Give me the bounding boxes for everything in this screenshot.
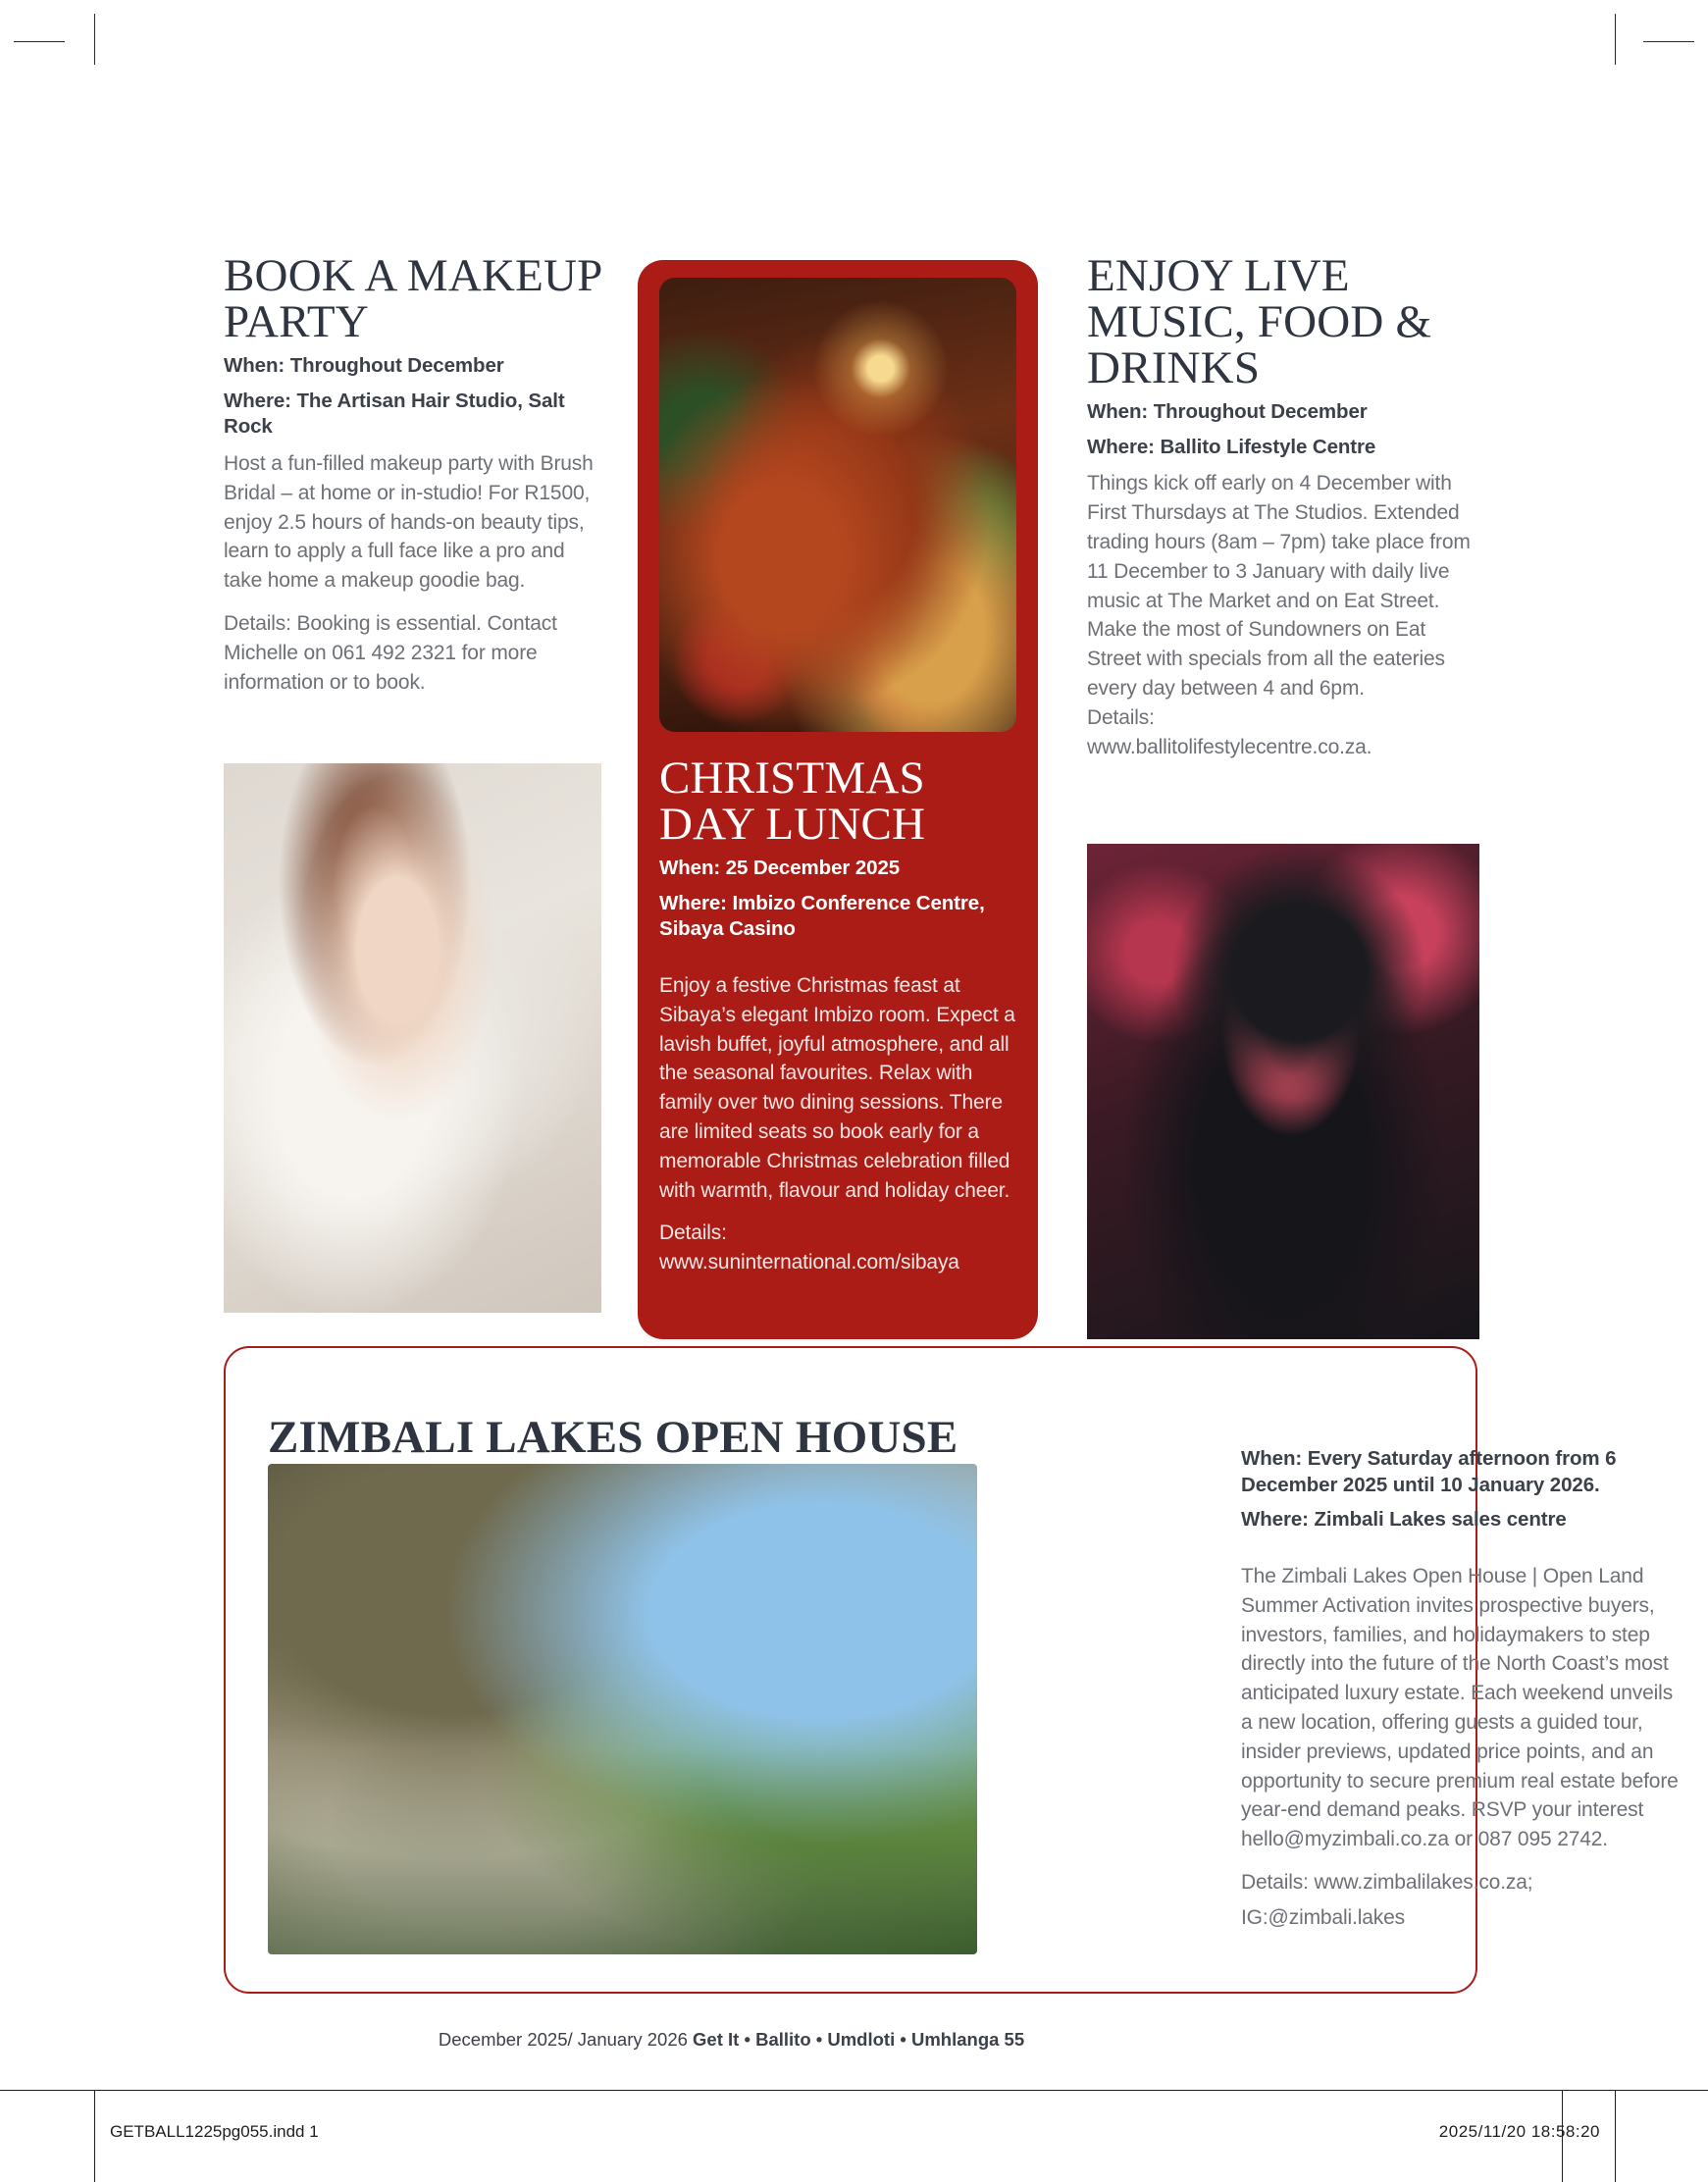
spacer <box>1241 1542 1687 1562</box>
christmas-lunch-body: Enjoy a festive Christmas feast at Sibaya’s elegant Imbizo room. Expect a lavish buffet, joyful atmosphere, and all the seasonal favourites. Relax with family over two dining sessions. There are limited seats so book early for a memorable Christmas celebration filled with warmth, flavour and holiday cheer. <box>659 973 1015 1202</box>
page-footer <box>0 2029 1708 2051</box>
print-tick-left <box>94 2090 95 2182</box>
christmas-lunch-details-label: Details: <box>659 1221 727 1245</box>
spacer <box>659 952 1016 971</box>
christmas-lunch-feature-box <box>638 260 1038 1339</box>
zimbali-details[interactable]: Details: www.zimbalilakes.co.za; <box>1241 1871 1533 1895</box>
zimbali-body: The Zimbali Lakes Open House | Open Land Summer Activation invites prospective buyers, investors, families, and holidaymakers to step directly into the future of the North Coast’s most anticipated luxury estate. Each weekend unveils a new location, offering guests a guided tour, insider previews, updated price points, and an opportunity to secure premium real estate before year-end demand peaks. RSVP your interest hello@myzimbali.co.za or 087 095 2742. <box>1241 1564 1679 1851</box>
live-music-details-url[interactable]: www.ballitolifestylecentre.co.za. <box>1087 735 1372 758</box>
makeup-party-body: Host a fun-filled makeup party with Brush Bridal – at home or in-studio! For R1500, enjoy 2.5 hours of hands-on beauty tips, learn to apply a full face like a pro and take home a makeup goodie bag. <box>224 451 594 593</box>
christmas-lunch-when: When: 25 December 2025 <box>659 857 901 879</box>
christmas-lunch-details-url[interactable]: www.suninternational.com/sibaya <box>659 1251 959 1274</box>
zimbali-headline: ZIMBALI LAKES OPEN HOUSE <box>268 1412 958 1464</box>
print-filename: GETBALL1225pg055.indd 1 <box>110 2122 319 2141</box>
makeup-model-photo <box>224 763 601 1313</box>
live-music-where: Where: Ballito Lifestyle Centre <box>1087 435 1376 458</box>
crop-mark-top-right-h <box>1643 41 1694 42</box>
christmas-roast-photo <box>659 278 1016 732</box>
makeup-party-where: Where: The Artisan Hair Studio, Salt Rock <box>224 389 565 439</box>
live-music-headline: ENJOY LIVE MUSIC, FOOD & DRINKS <box>1087 250 1432 393</box>
print-timestamp: 2025/11/20 18:58:20 <box>1438 2122 1600 2141</box>
print-tick-right <box>1615 2090 1616 2182</box>
christmas-lunch-headline: CHRISTMAS DAY LUNCH <box>659 753 926 850</box>
article-makeup-party <box>224 250 601 710</box>
makeup-party-when: When: Throughout December <box>224 354 504 377</box>
live-singer-photo <box>1087 844 1479 1339</box>
zimbali-terrace-photo <box>268 1464 977 1954</box>
crop-mark-top-left-v <box>94 14 95 65</box>
zimbali-when: When: Every Saturday afternoon from 6 December 2025 until 10 January 2026. <box>1241 1447 1617 1496</box>
article-live-music <box>1087 250 1479 775</box>
live-music-details-label: Details: <box>1087 705 1155 729</box>
zimbali-text-block <box>1241 1446 1687 1947</box>
live-music-body: Things kick off early on 4 December with First Thursdays at The Studios. Extended trading hours (8am – 7pm) take place from 11 December to 3 January with daily live music at The Market and on Eat Street. Make the most of Sundowners on Eat Street with specials from all the eateries every day between 4 and 6pm. <box>1087 472 1471 700</box>
crop-mark-top-left-h <box>14 41 65 42</box>
christmas-lunch-where: Where: Imbizo Conference Centre, Sibaya Casino <box>659 891 985 941</box>
live-music-when: When: Throughout December <box>1087 400 1368 423</box>
makeup-party-headline: BOOK A MAKEUP PARTY <box>224 250 601 347</box>
zimbali-open-house-box <box>224 1346 1679 1994</box>
zimbali-details-social[interactable]: IG:@zimbali.lakes <box>1241 1905 1405 1929</box>
footer-brand-and-page: Get It • Ballito • Umdloti • Umhlanga 55 <box>693 2029 1025 2050</box>
crop-mark-top-right-v <box>1615 14 1616 65</box>
makeup-party-details: Details: Booking is essential. Contact Michelle on 061 492 2321 for more information or to book. <box>224 611 557 694</box>
footer-issue-date: December 2025/ January 2026 <box>438 2029 694 2050</box>
zimbali-where: Where: Zimbali Lakes sales centre <box>1241 1508 1567 1532</box>
